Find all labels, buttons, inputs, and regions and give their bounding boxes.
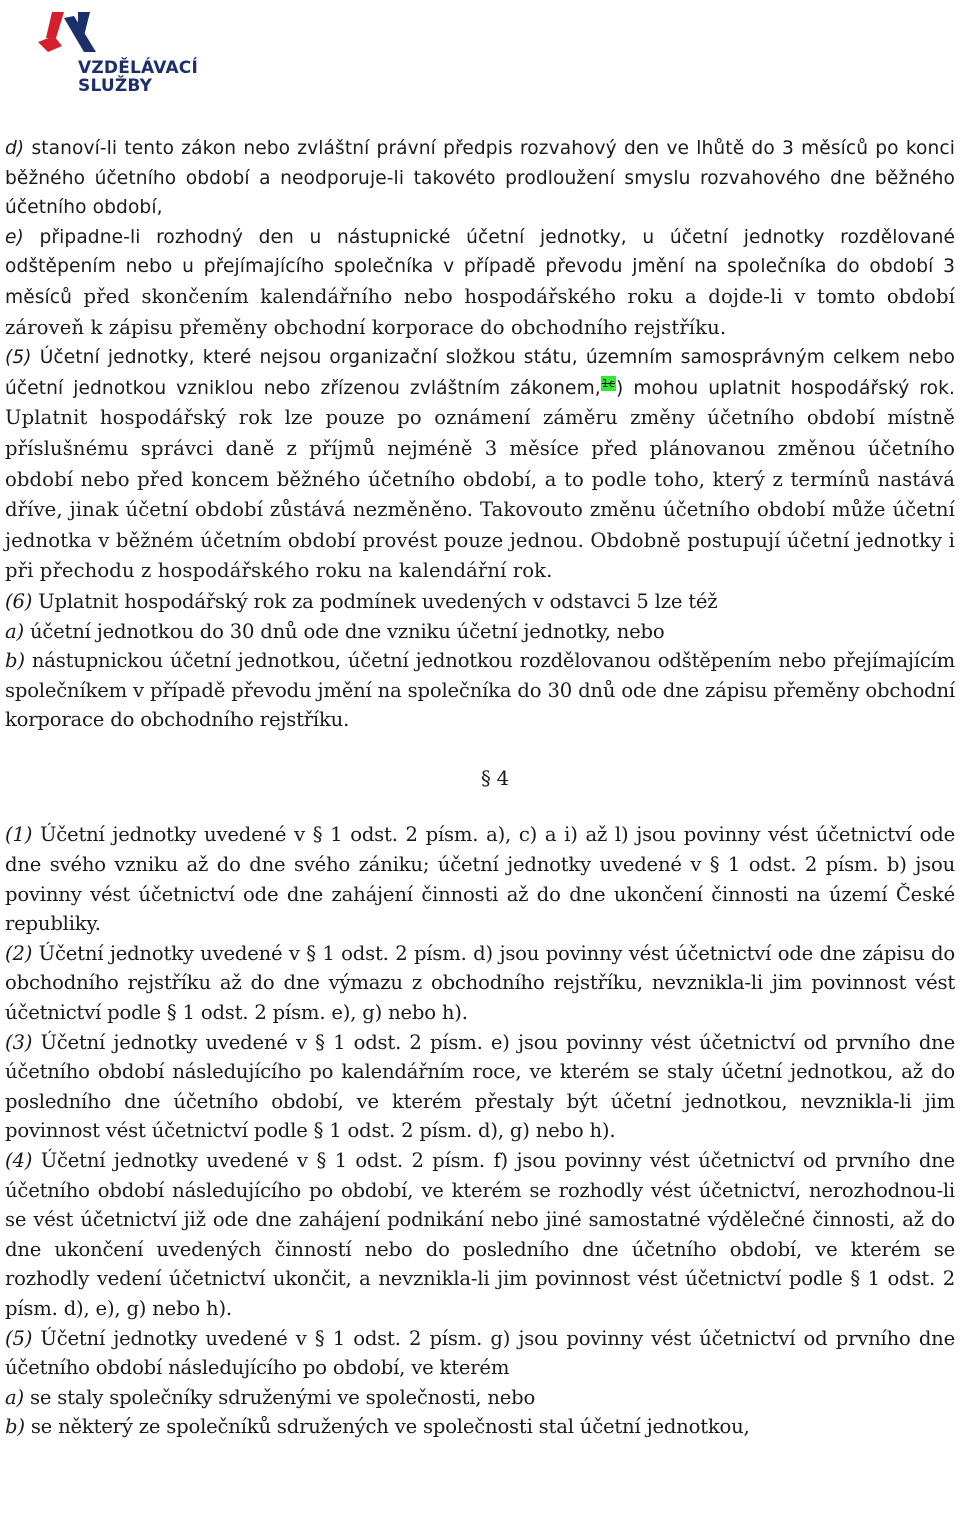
section-4-paragraph-5b (5, 1412, 955, 1442)
item-label: (4) (5, 1149, 33, 1172)
logo-text-line2: SLUŽBY (78, 76, 153, 96)
section-4-paragraph-5a (5, 1383, 955, 1413)
item-label: (3) (5, 1030, 33, 1054)
paragraph-text: se některý ze společníků sdružených ve společnosti stal účetní jednotkou, (24, 1415, 750, 1439)
item-label: (1) (5, 823, 33, 847)
logo-mark-icon (34, 12, 144, 62)
section-4-paragraph-1 (5, 820, 955, 938)
paragraph-text: nástupnickou účetní jednotkou, účetní jednotkou rozdělovanou odštěpením nebo přejímajícím společníkem v případě převodu jmění na společníka do 30 dnů ode dne zápisu přeměny obchodní korporace do obchodního rejstříku. (5, 649, 955, 732)
item-label: b) (5, 1415, 25, 1439)
paragraph-d (5, 134, 955, 223)
paragraph-5 (5, 343, 955, 587)
paragraph-6a (5, 617, 955, 647)
item-label: (5) (5, 1326, 33, 1350)
paragraph-text: Účetní jednotky uvedené v § 1 odst. 2 písm. a), c) a i) až l) jsou povinny vést účetnictví ode dne svého vzniku až do dne svého zániku; účetní jednotky uvedené v § 1 odst. 2 písm. b) jsou povinny vést účetnictví ode dne zahájení činnosti až do dne ukončení činnosti na území České republiky. (5, 823, 955, 936)
paragraph-text: ) mohou uplatnit hospodářský rok. (616, 377, 956, 399)
section-4-paragraph-3 (5, 1028, 955, 1146)
item-label: (5) (5, 347, 32, 369)
paragraph-text: Účetní jednotky, které nejsou organizační složkou státu, územním samosprávným celkem nebo účetní jednotkou vzniklou nebo zřízenou zvláštním zákonem, (5, 347, 955, 399)
item-label: a) (5, 619, 24, 643)
paragraph-e (5, 223, 955, 343)
paragraph-text: Uplatnit hospodářský rok za podmínek uvedených v odstavci 5 lze též (32, 589, 718, 613)
section-heading: § 4 (481, 766, 509, 790)
paragraph-text: připadne-li rozhodný den u nástupnické účetní jednotky, u účetní jednotky rozdělované odštěpením nebo u přejímajícího společníka v případě převodu jmění na společníka do období 3 měsíců (5, 226, 955, 308)
logo (34, 12, 199, 96)
paragraph-text: Účetní jednotky uvedené v § 1 odst. 2 písm. d) jsou povinny vést účetnictví ode dne zápisu do obchodního rejstříku až do dne výmazu z obchodního rejstříku, nevznikla-li jim povinnost vést účetnictví podle § 1 odst. 2 písm. e), g) nebo h). (5, 941, 955, 1025)
paragraph-6 (5, 587, 955, 617)
section-4-paragraph-5 (5, 1324, 955, 1383)
paragraph-text: účetní jednotkou do 30 dnů ode dne vzniku účetní jednotky, nebo (23, 619, 665, 643)
item-label: b) (5, 649, 25, 673)
logo-text-line1: VZDĚLÁVACÍ (78, 58, 199, 78)
paragraph-text: před skončením kalendářního nebo hospodářského roku a dojde-li v tomto období zároveň k zápisu přeměny obchodní korporace do obchodního rejstříku. (5, 284, 955, 339)
item-label: d) (5, 138, 25, 159)
item-label: (2) (5, 941, 33, 965)
paragraph-text: se staly společníky sdruženými ve společnosti, nebo (23, 1385, 536, 1409)
paragraph-text: Uplatnit hospodářský rok lze pouze po oznámení záměru změny účetního období místně příslušnému správci daně z příjmů nejméně 3 měsíce před plánovanou změnou účetního období nebo před koncem běžného účetního období, a to podle toho, který z termínů nastává dříve, jinak účetní období zůstává nezměněno. Takovouto změnu účetního období může účetní jednotka v běžném účetním období provést pouze jednou. Obdobně postupují účetní jednotky i při přechodu z hospodářského roku na kalendářní rok. (5, 406, 955, 583)
document-body (5, 134, 955, 1442)
section-4-paragraph-2 (5, 939, 955, 1028)
item-label: a) (5, 1385, 24, 1409)
paragraph-text: Účetní jednotky uvedené v § 1 odst. 2 písm. f) jsou povinny vést účetnictví od prvního dne účetního období následujícího po období, ve kterém se rozhodly vést účetnictví, nerozhodnou-li se vést účetnictví již ode dne zahájení podnikání nebo jiné samostatné výdělečné činnosti, až do dne ukončení uvedených činností nebo do posledního dne účetního období, ve kterém se rozhodly vedení účetnictví ukončit, a nevznikla-li jim povinnost vést účetnictví podle § 1 odst. 2 písm. d), e), g) nebo h). (5, 1149, 955, 1320)
paragraph-text: stanoví-li tento zákon nebo zvláštní právní předpis rozvahový den ve lhůtě do 3 měsíců po konci běžného účetního období a neodporuje-li takovéto prodloužení smyslu rozvahového dne běžného účetního období, (5, 138, 955, 219)
paragraph-text: Účetní jednotky uvedené v § 1 odst. 2 písm. e) jsou povinny vést účetnictví od prvního dne účetního období následujícího po kalendářním roce, ve kterém se staly účetní jednotkou, až do posledního dne účetního období, ve kterém přestaly být účetní jednotkou, nevznikla-li jim povinnost vést účetnictví podle § 1 odst. 2 písm. d), g) nebo h). (5, 1030, 955, 1143)
item-label: e) (5, 226, 24, 248)
item-label: (6) (5, 589, 33, 613)
paragraph-6b (5, 646, 955, 735)
paragraph-text: Účetní jednotky uvedené v § 1 odst. 2 písm. g) jsou povinny vést účetnictví od prvního dne účetního období následujícího po období, ve kterém (5, 1326, 955, 1380)
footnote-marker[interactable]: 1c (601, 376, 616, 390)
section-4-paragraph-4 (5, 1146, 955, 1324)
